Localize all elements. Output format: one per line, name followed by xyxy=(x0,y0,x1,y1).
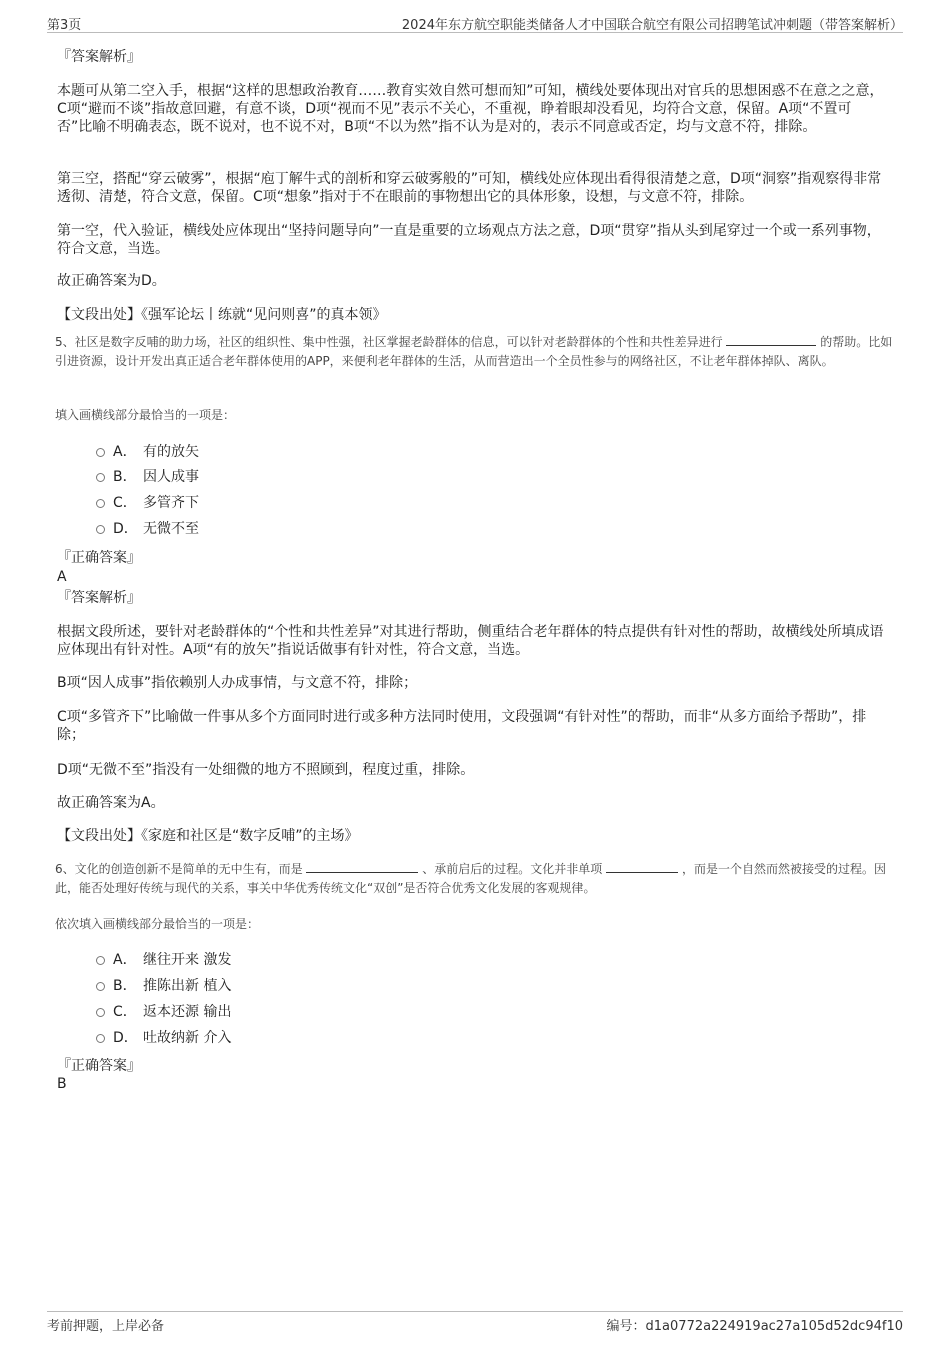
q6-option-d[interactable]: D． 吐故纳新 介入 xyxy=(96,1028,231,1048)
q5-option-d[interactable]: D． 无微不至 xyxy=(96,519,199,539)
q6-blank-2 xyxy=(606,860,678,873)
q6-blank-1 xyxy=(306,860,418,873)
radio-icon[interactable] xyxy=(96,448,105,457)
q5-option-b[interactable]: B． 因人成事 xyxy=(96,467,199,487)
q5-option-a[interactable]: A． 有的放矢 xyxy=(96,442,199,462)
q4-analysis-p3: 第一空，代入验证，横线处应体现出“坚持问题导向”一直是重要的立场观点方法之意，D项“贯穿”指从头到尾穿过一个或一系列事物，符合文意，当选。 xyxy=(57,223,881,257)
page-number: 第3页 xyxy=(47,18,82,33)
q6-stem-part-b: 、承前启后的过程。文化并非单项 xyxy=(422,862,603,876)
q5-source: 【文段出处】《家庭和社区是“数字反哺”的主场》 xyxy=(57,828,359,844)
q4-conclusion: 故正确答案为D。 xyxy=(57,273,166,289)
q5-stem-part-b: 的帮助。比如引进资源，设计开发出真正适合老年群体使用的APP，来便利老年群体的生活，从而营造出一个全员性参与的网络社区，不让老年群体掉队、离队。 xyxy=(55,335,893,368)
q6-option-a[interactable]: A． 继往开来 激发 xyxy=(96,950,231,970)
radio-icon[interactable] xyxy=(96,982,105,991)
q4-analysis-label: 『答案解析』 xyxy=(57,49,141,65)
radio-icon[interactable] xyxy=(96,956,105,965)
q6-option-c[interactable]: C． 返本还源 输出 xyxy=(96,1002,231,1022)
q4-analysis-p1: 本题可从第二空入手，根据“这样的思想政治教育……教育实效自然可想而知”可知，横线处要体现出对官兵的思想困惑不在意之之意，C项“避而不谈”指故意回避，有意不谈，D项“视而不见”表示不关心，不重视，睁着眼却没看见，均符合文意，保留。A项“不置可否”比喻不明确表态，既不说对，也不说不对，B项“不以为然”指不认为是对的，表示不同意或否定，均与文意不符，排除。 xyxy=(57,83,884,135)
q5-stem xyxy=(55,333,897,371)
document-title: 2024年东方航空职能类储备人才中国联合航空有限公司招聘笔试冲刺题（带答案解析） xyxy=(401,18,903,33)
q6-answer-label: 『正确答案』 xyxy=(57,1058,141,1074)
radio-icon[interactable] xyxy=(96,473,105,482)
q6-stem xyxy=(55,860,897,898)
page-header xyxy=(47,12,903,33)
q6-stem-part-a: 6、文化的创造创新不是简单的无中生有，而是 xyxy=(55,862,303,876)
q6-prompt: 依次填入画横线部分最恰当的一项是： xyxy=(55,917,260,931)
q5-blank xyxy=(726,333,816,346)
page-footer xyxy=(47,1311,903,1334)
q5-option-c[interactable]: C． 多管齐下 xyxy=(96,493,199,513)
radio-icon[interactable] xyxy=(96,499,105,508)
q5-analysis-p4: D项“无微不至”指没有一处细微的地方不照顾到，程度过重，排除。 xyxy=(57,762,475,778)
footer-slogan: 考前押题，上岸必备 xyxy=(47,1319,165,1334)
q6-stem-part-c: ，而是一个自然而然被接受的过程。因此，能否处理好传统与现代的关系，事关中华优秀传统文化“双创”是否符合优秀文化发展的客观规律。 xyxy=(55,862,886,895)
q4-source: 【文段出处】《强军论坛丨练就“见问则喜”的真本领》 xyxy=(57,307,387,323)
q5-prompt: 填入画横线部分最恰当的一项是： xyxy=(55,408,236,422)
q5-conclusion: 故正确答案为A。 xyxy=(57,795,165,811)
document-id: 编号：d1a0772a224919ac27a105d52dc94f10 xyxy=(606,1319,903,1334)
q5-analysis-p3: C项“多管齐下”比喻做一件事从多个方面同时进行或多种方法同时使用，文段强调“有针对性”的帮助，而非“从多方面给予帮助”，排除； xyxy=(57,709,867,743)
radio-icon[interactable] xyxy=(96,1008,105,1017)
radio-icon[interactable] xyxy=(96,1034,105,1043)
q5-analysis-label: 『答案解析』 xyxy=(57,590,141,606)
q5-answer-label: 『正确答案』 xyxy=(57,550,141,566)
q4-analysis-p2: 第三空，搭配“穿云破雾”，根据“庖丁解牛式的剖析和穿云破雾般的”可知，横线处应体现出看得很清楚之意，D项“洞察”指观察得非常透彻、清楚，符合文意，保留。C项“想象”指对于不在眼前的事物想出它的具体形象，设想，与文意不符，排除。 xyxy=(57,171,882,205)
q5-answer: A xyxy=(57,569,67,585)
radio-icon[interactable] xyxy=(96,525,105,534)
q5-analysis-p1: 根据文段所述，要针对老龄群体的“个性和共性差异”对其进行帮助，侧重结合老年群体的特点提供有针对性的帮助，故横线处所填成语应体现出有针对性。A项“有的放矢”指说话做事有针对性，符合文意，当选。 xyxy=(57,624,884,658)
q6-answer: B xyxy=(57,1076,67,1092)
q5-analysis-p2: B项“因人成事”指依赖别人办成事情，与文意不符，排除； xyxy=(57,675,418,691)
q6-option-b[interactable]: B． 推陈出新 植入 xyxy=(96,976,231,996)
q5-stem-part-a: 5、社区是数字反哺的助力场，社区的组织性、集中性强，社区掌握老龄群体的信息，可以针对老龄群体的个性和共性差异进行 xyxy=(55,335,723,349)
